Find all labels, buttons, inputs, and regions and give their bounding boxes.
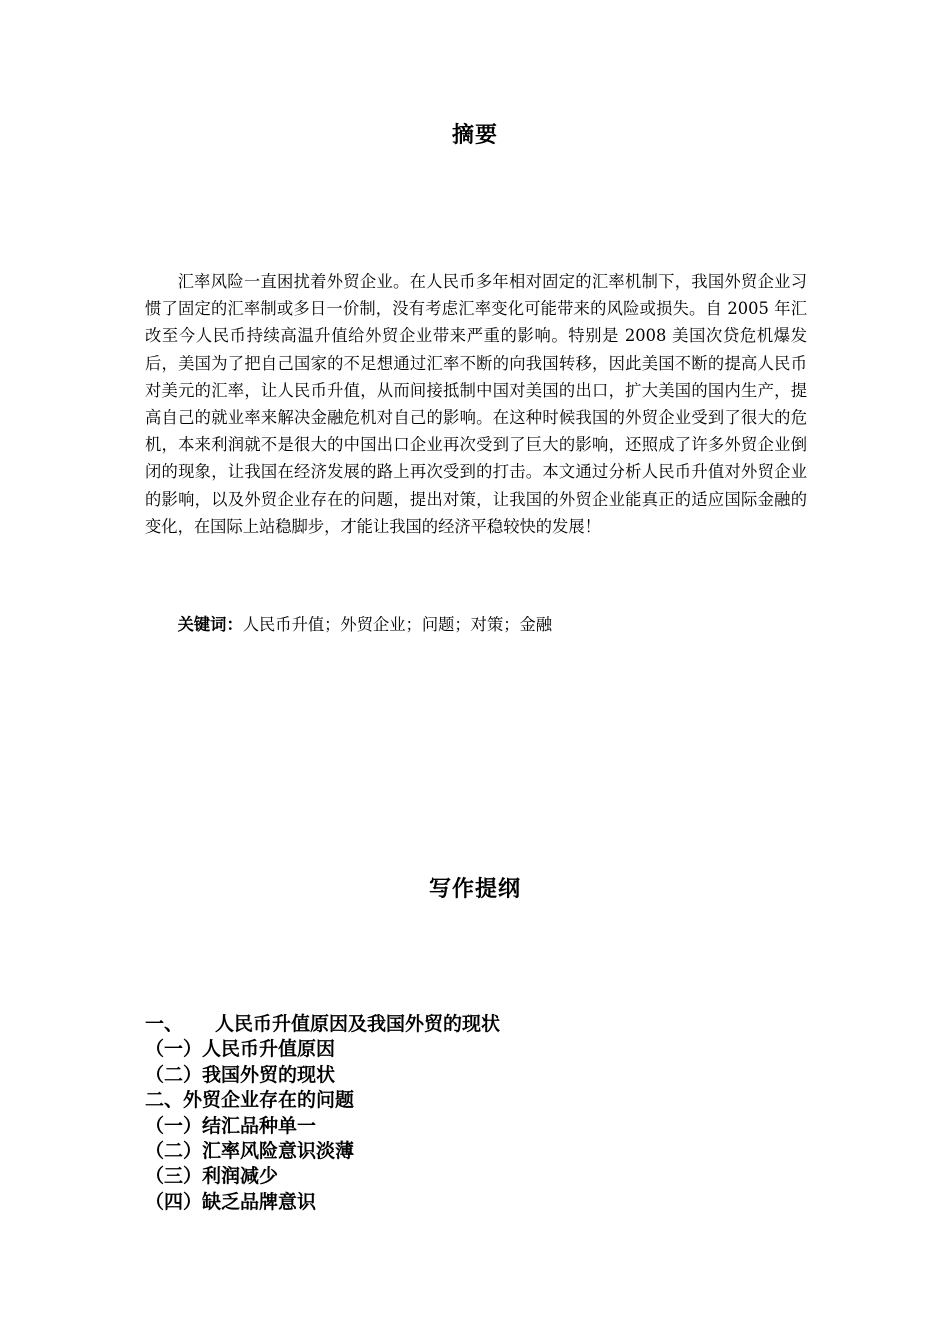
abstract-body: 汇率风险一直困扰着外贸企业。在人民币多年相对固定的汇率机制下，我国外贸企业习惯了固定的汇率制或多日一价制，没有考虑汇率变化可能带来的风险或损失。自 2005 年汇改至今人民币持续高温升值给外贸企业带来严重的影响。特别是 2008 美国次贷危机爆发后，美国为了把自己国家的不足想通过汇率不断的向我国转移，因此美国不断的提高人民币对美元的汇率，让人民币升值，从而间接抵制中国对美国的出口，扩大美国的国内生产，提高自己的就业率来解决金融危机对自己的影响。在这种时候我国的外贸企业受到了很大的危机，本来利润就不是很大的中国出口企业再次受到了巨大的影响，还照成了许多外贸企业倒闭的现象，让我国在经济发展的路上再次受到的打击。本文通过分析人民币升值对外贸企业的影响，以及外贸企业存在的问题，提出对策，让我国的外贸企业能真正的适应国际金融的变化，在国际上站稳脚步，才能让我国的经济平稳较快的发展！: [145, 272, 807, 536]
outline-item-text: 结汇品种单一: [202, 1114, 317, 1137]
abstract-title: 摘要: [451, 123, 498, 148]
outline-item-number: （二）: [145, 1140, 203, 1163]
outline-item: [145, 1012, 805, 1037]
outline-item: [145, 1037, 805, 1062]
outline-item: [145, 1088, 805, 1113]
outline-item-number: （三）: [145, 1165, 203, 1188]
outline-item: [145, 1114, 805, 1139]
outline-item-number: （一）: [145, 1038, 203, 1061]
keywords-label: 关键词：: [177, 615, 243, 634]
outline-item-number: （二）: [145, 1063, 203, 1086]
outline-item-text: 汇率风险意识淡薄: [202, 1140, 355, 1163]
outline-item-number: 二、: [145, 1089, 184, 1112]
keywords-line: [145, 611, 807, 638]
outline-item-text: 我国外贸的现状: [202, 1063, 336, 1086]
outline-item-number: 一、: [145, 1013, 184, 1035]
outline-item-text: 人民币升值原因及我国外贸的现状: [215, 1013, 501, 1035]
outline-item-number: （四）: [145, 1190, 203, 1213]
outline-item: [145, 1190, 805, 1215]
outline-item: [145, 1164, 805, 1189]
outline-item-text: 缺乏品牌意识: [202, 1190, 317, 1213]
outline-item-number: （一）: [145, 1114, 203, 1137]
outline-list: [145, 1012, 805, 1215]
outline-item: [145, 1139, 805, 1164]
outline-item-text: 外贸企业存在的问题: [183, 1089, 355, 1112]
outline-item-text: 利润减少: [202, 1165, 279, 1188]
keywords-text: 人民币升值；外贸企业；问题；对策；金融: [242, 615, 553, 634]
outline-item: [145, 1063, 805, 1088]
outline-title: 写作提纲: [428, 877, 521, 902]
outline-item-text: 人民币升值原因: [202, 1038, 336, 1061]
